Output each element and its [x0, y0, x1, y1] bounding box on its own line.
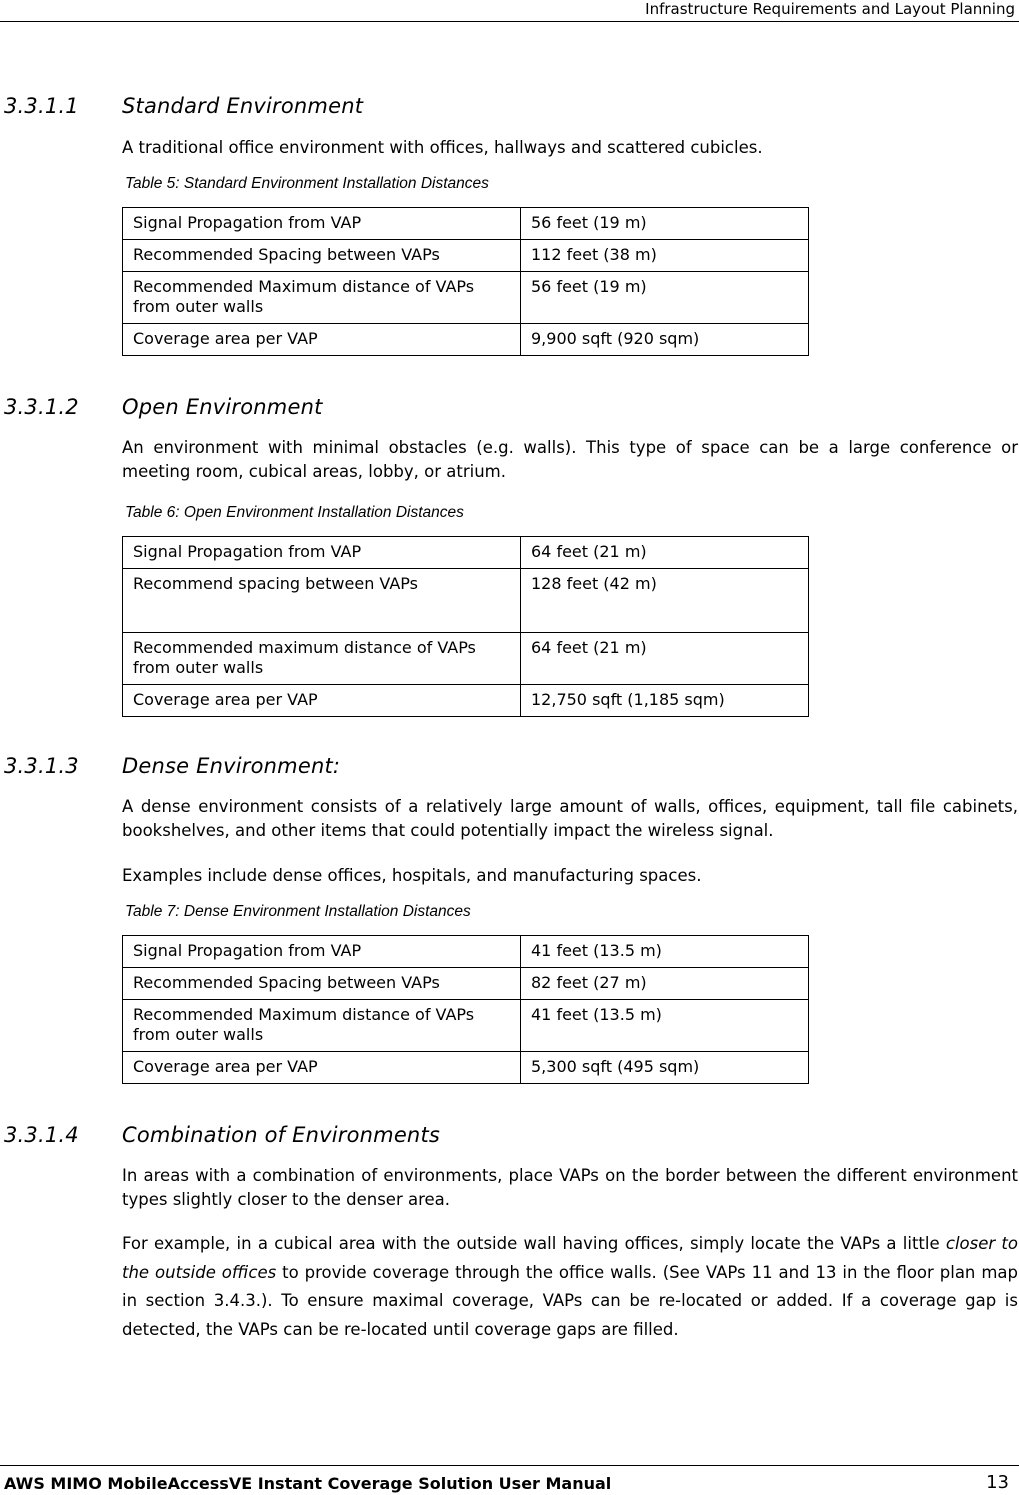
- table-cell: 128 feet (42 m): [521, 569, 809, 633]
- section-heading-standard: [4, 94, 363, 118]
- section-number: 3.3.1.2: [4, 395, 79, 419]
- section-title: Dense Environment:: [122, 754, 341, 778]
- paragraph: Examples include dense offices, hospitals, and manufacturing spaces.: [122, 866, 702, 885]
- page-number: 13: [986, 1472, 1009, 1493]
- table-cell: Recommended Maximum distance of VAPs from outer walls: [123, 1000, 521, 1052]
- paragraph: A dense environment consists of a relatively large amount of walls, offices, equipment, tall file cabinets, bookshelves, and other items that could potentially impact the wireless signal.: [122, 797, 1018, 840]
- table-row: [123, 936, 809, 968]
- table-caption: Table 6: Open Environment Installation Distances: [125, 504, 464, 521]
- section-number: 3.3.1.3: [4, 754, 79, 778]
- table-row: [123, 537, 809, 569]
- table-cell: Recommended Spacing between VAPs: [123, 240, 521, 272]
- table-caption: Table 5: Standard Environment Installation Distances: [125, 175, 489, 192]
- page-footer: [0, 1465, 1019, 1493]
- table-cell: 12,750 sqft (1,185 sqm): [521, 685, 809, 717]
- table-row: [123, 1052, 809, 1084]
- table-cell: 5,300 sqft (495 sqm): [521, 1052, 809, 1084]
- table-cell: Coverage area per VAP: [123, 685, 521, 717]
- section-number: 3.3.1.4: [4, 1123, 79, 1147]
- table-cell: 41 feet (13.5 m): [521, 936, 809, 968]
- section-heading-combination: [4, 1123, 440, 1147]
- table-cell: Signal Propagation from VAP: [123, 537, 521, 569]
- paragraph: A traditional office environment with offices, hallways and scattered cubicles.: [122, 138, 763, 157]
- table-cell: 82 feet (27 m): [521, 968, 809, 1000]
- table-row: [123, 208, 809, 240]
- table-caption: Table 7: Dense Environment Installation Distances: [125, 903, 471, 920]
- paragraph: An environment with minimal obstacles (e.g. walls). This type of space can be a large conference or meeting room, cubical areas, lobby, or atrium.: [122, 438, 1018, 481]
- table-cell: 9,900 sqft (920 sqm): [521, 324, 809, 356]
- table-row: [123, 272, 809, 324]
- distance-table-open: [122, 536, 809, 717]
- table-cell: Recommended maximum distance of VAPs from outer walls: [123, 633, 521, 685]
- table-cell: 41 feet (13.5 m): [521, 1000, 809, 1052]
- section-number: 3.3.1.1: [4, 94, 79, 118]
- table-row: [123, 324, 809, 356]
- table-cell: Recommended Maximum distance of VAPs from outer walls: [123, 272, 521, 324]
- distance-table-dense: [122, 935, 809, 1084]
- distance-table-standard: [122, 207, 809, 356]
- manual-title: AWS MIMO MobileAccessVE Instant Coverage Solution User Manual: [4, 1474, 612, 1493]
- table-cell: Recommend spacing between VAPs: [123, 569, 521, 633]
- table-cell: 64 feet (21 m): [521, 537, 809, 569]
- emphasis-text: closer to the outside offices: [122, 1234, 1018, 1282]
- table-cell: Signal Propagation from VAP: [123, 936, 521, 968]
- table-row: [123, 1000, 809, 1052]
- table-row: [123, 569, 809, 633]
- table-cell: Signal Propagation from VAP: [123, 208, 521, 240]
- section-heading-dense: [4, 754, 340, 778]
- table-row: [123, 685, 809, 717]
- table-cell: 64 feet (21 m): [521, 633, 809, 685]
- section-title: Combination of Environments: [122, 1123, 441, 1147]
- section-heading-open: [4, 395, 323, 419]
- table-cell: Recommended Spacing between VAPs: [123, 968, 521, 1000]
- page-header: [0, 0, 1019, 22]
- text-run: For example, in a cubical area with the outside wall having offices, simply locate the VAPs a little: [122, 1234, 946, 1253]
- example-paragraph: [122, 1230, 1018, 1344]
- table-cell: 56 feet (19 m): [521, 208, 809, 240]
- section-title: Standard Environment: [122, 94, 364, 118]
- paragraph: In areas with a combination of environments, place VAPs on the border between the different environment types slightly closer to the denser area.: [122, 1166, 1018, 1209]
- table-cell: Coverage area per VAP: [123, 324, 521, 356]
- text-run: to provide coverage through the office walls. (See VAPs 11 and 13 in the floor plan map in section 3.4.3.). To ensure maximal coverage, VAPs can be re-located or added. If a coverage gap is detected, the VAPs can be re-located until coverage gaps are filled.: [122, 1262, 1018, 1339]
- running-title: Infrastructure Requirements and Layout Planning: [645, 0, 1015, 18]
- table-row: [123, 633, 809, 685]
- table-cell: 112 feet (38 m): [521, 240, 809, 272]
- table-cell: Coverage area per VAP: [123, 1052, 521, 1084]
- section-title: Open Environment: [122, 395, 323, 419]
- table-row: [123, 968, 809, 1000]
- table-row: [123, 240, 809, 272]
- table-cell: 56 feet (19 m): [521, 272, 809, 324]
